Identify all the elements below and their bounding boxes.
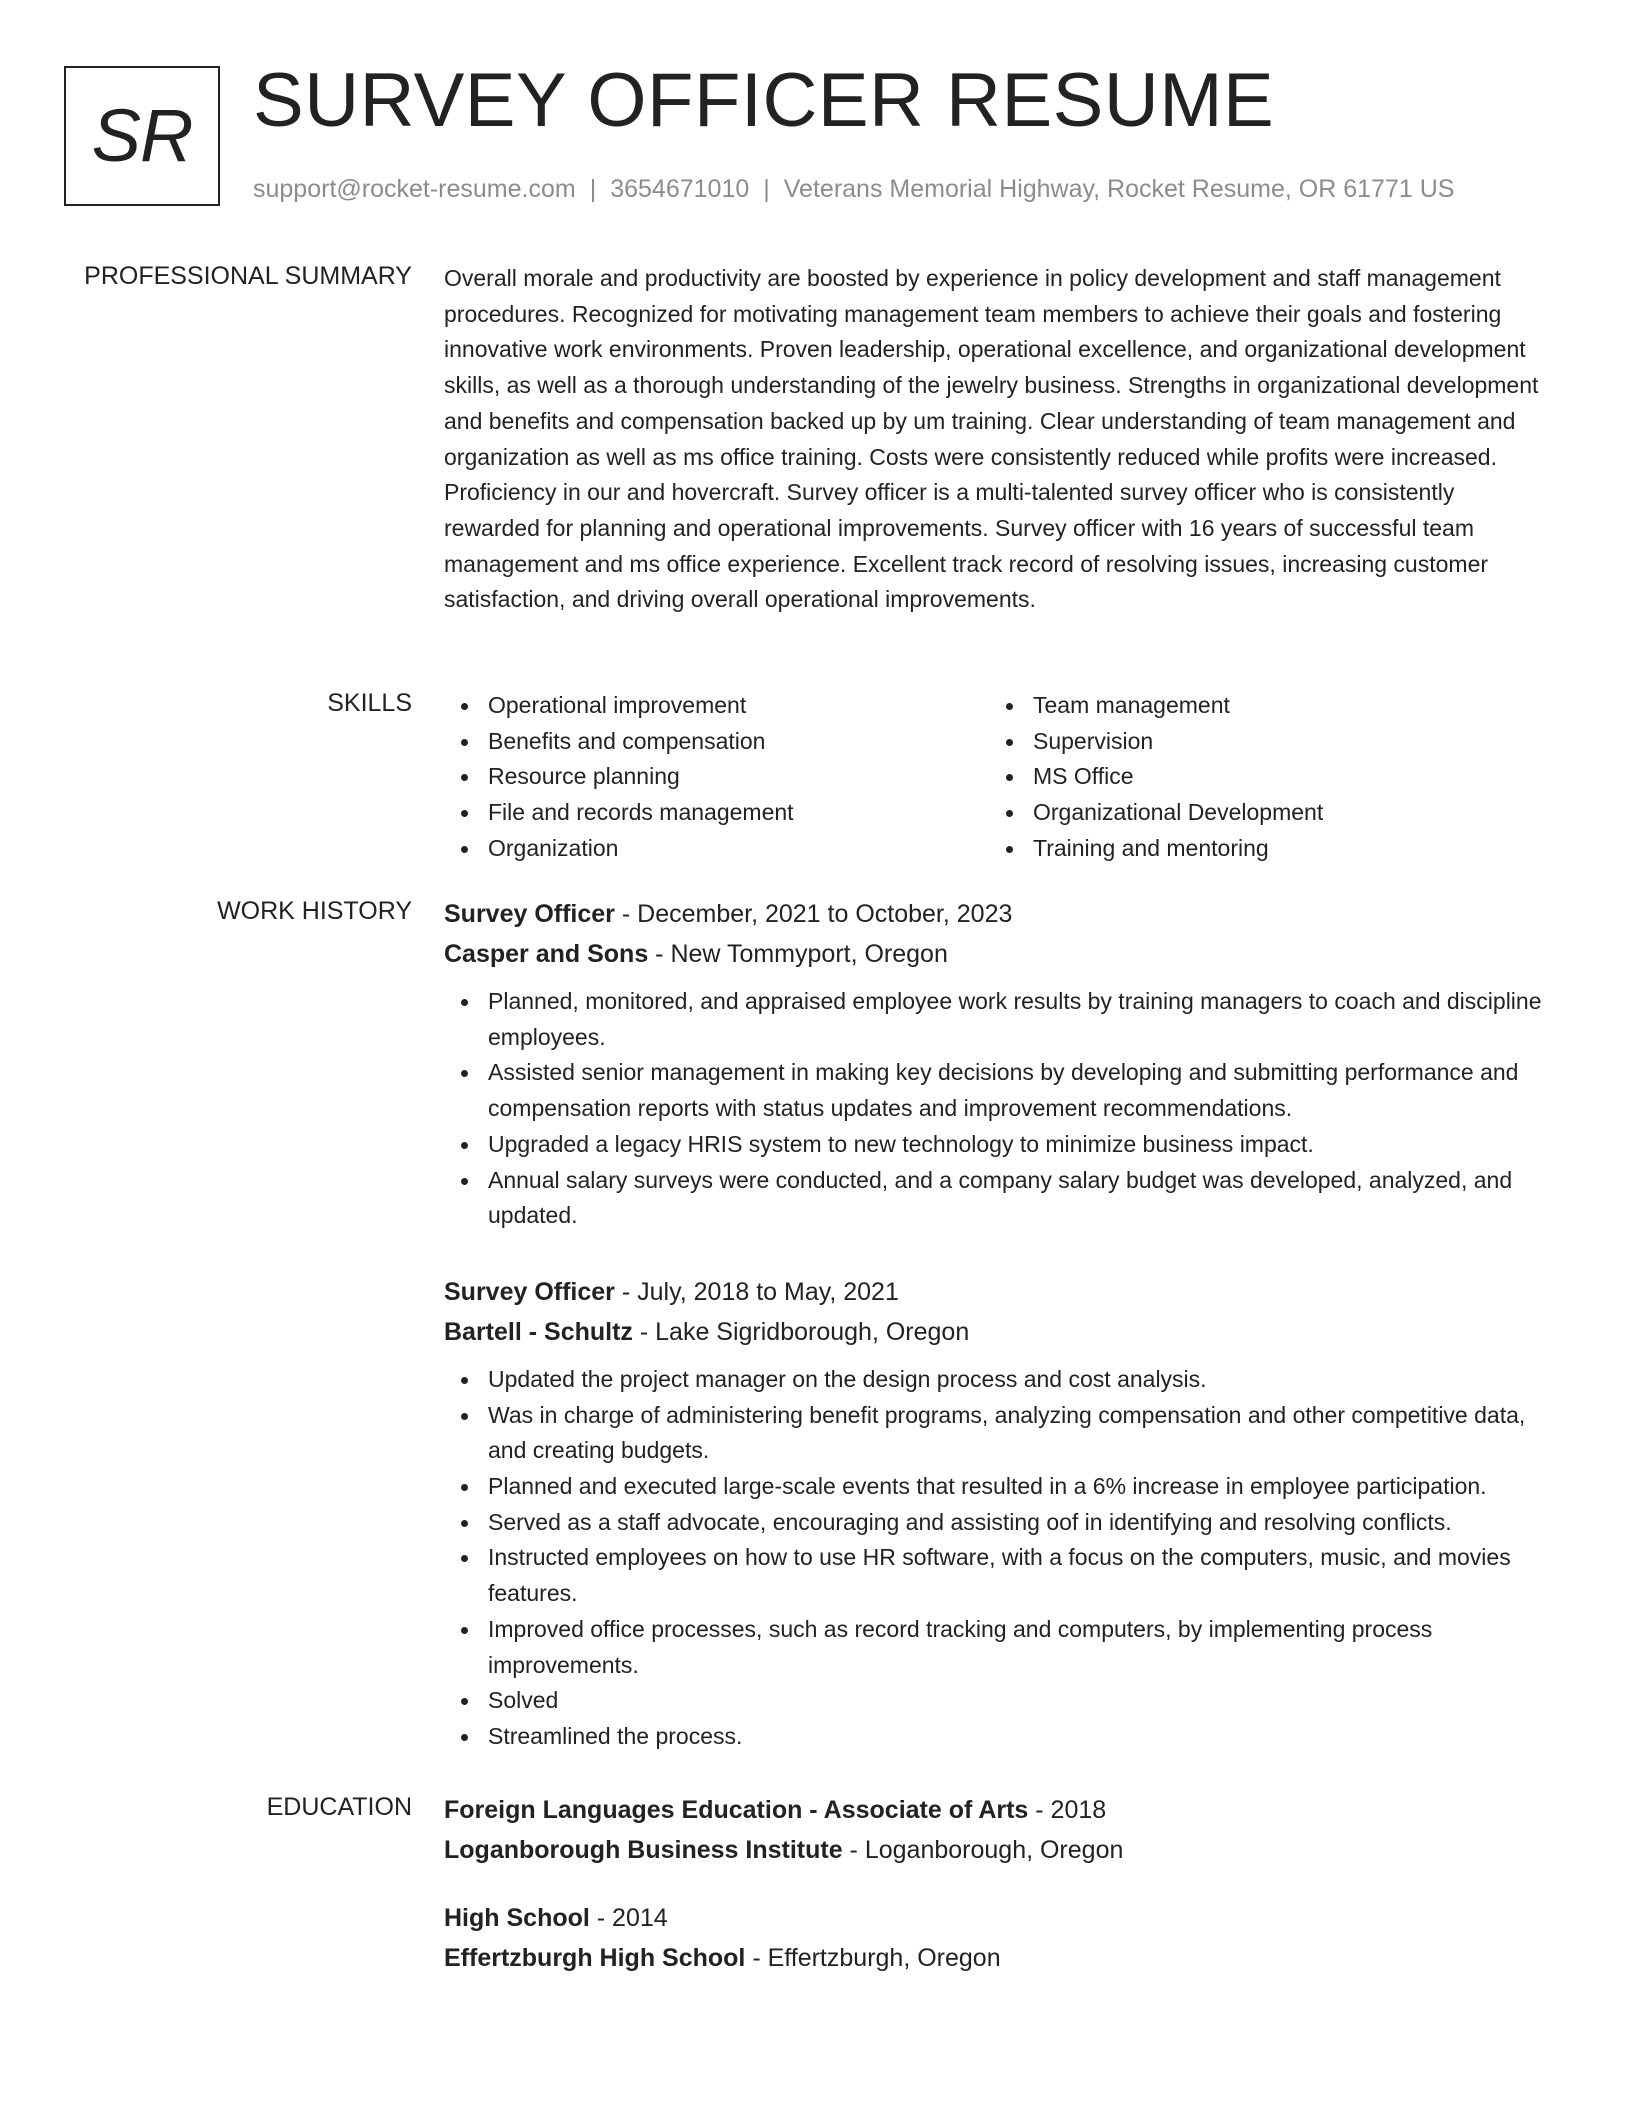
monogram-initials: SR bbox=[91, 94, 193, 177]
skill-item: Organization bbox=[444, 831, 989, 867]
education-entry bbox=[444, 1898, 1556, 1978]
work-history-body bbox=[444, 894, 1556, 1755]
education-degree: High School bbox=[444, 1904, 590, 1932]
job-bullet: Planned, monitored, and appraised employee work results by training managers to coach and discipline employees. bbox=[444, 984, 1556, 1055]
contact-line bbox=[253, 172, 1454, 206]
contact-separator: | bbox=[763, 175, 770, 203]
skills-column-left bbox=[444, 688, 989, 867]
job-bullet: Streamlined the process. bbox=[444, 1719, 1556, 1755]
skill-item: Benefits and compensation bbox=[444, 724, 989, 760]
job-entry bbox=[444, 894, 1556, 1234]
summary-text: Overall morale and productivity are boosted by experience in policy development and staff management procedures. Recognized for motivating management team members to achieve their goals and fostering innovative work environments. Proven leadership, operational excellence, and organizational development skills, as well as a thorough understanding of the jewelry business. Strengths in organizational development and benefits and compensation backed up by um training. Clear understanding of team management and organization as well as ms office training. Costs were consistently reduced while profits were increased. Proficiency in our and hovercraft. Survey officer is a multi-talented survey officer who is consistently rewarded for planning and operational improvements. Survey officer with 16 years of successful team management and ms office experience. Excellent track record of resolving issues, increasing customer satisfaction, and driving overall operational improvements. bbox=[444, 265, 1539, 613]
skill-item: Resource planning bbox=[444, 759, 989, 795]
job-dates: - December, 2021 to October, 2023 bbox=[614, 900, 1013, 928]
contact-separator: | bbox=[589, 175, 597, 203]
section-heading-work-history: WORK HISTORY bbox=[217, 897, 412, 925]
job-title: Survey Officer bbox=[444, 900, 615, 928]
job-bullet: Instructed employees on how to use HR software, with a focus on the computers, music, and movies features. bbox=[444, 1540, 1556, 1611]
job-dates: - July, 2018 to May, 2021 bbox=[614, 1277, 899, 1306]
education-degree-line bbox=[444, 1898, 1556, 1938]
section-heading-education: EDUCATION bbox=[266, 1793, 412, 1821]
skill-item: File and records management bbox=[444, 795, 989, 831]
job-company: Casper and Sons bbox=[444, 940, 649, 968]
summary-body bbox=[444, 259, 1556, 618]
job-location: - New Tommyport, Oregon bbox=[648, 940, 948, 968]
contact-email[interactable]: support@rocket-resume.com bbox=[253, 175, 576, 203]
skill-item: MS Office bbox=[989, 759, 1534, 795]
job-bullet: Annual salary surveys were conducted, and a company salary budget was developed, analyzed, and updated. bbox=[444, 1163, 1556, 1234]
education-school-line bbox=[444, 1830, 1556, 1870]
section-heading-skills: SKILLS bbox=[327, 689, 412, 717]
job-title-line bbox=[444, 894, 1556, 934]
resume-title: SURVEY OFFICER RESUME bbox=[253, 58, 1275, 143]
job-bullet: Solved bbox=[444, 1683, 1556, 1719]
job-bullet: Updated the project manager on the design process and cost analysis. bbox=[444, 1362, 1556, 1398]
education-degree-line bbox=[444, 1790, 1556, 1830]
skill-item: Training and mentoring bbox=[989, 831, 1534, 867]
job-bullet: Assisted senior management in making key decisions by developing and submitting performance and compensation reports with status updates and improvement recommendations. bbox=[444, 1055, 1556, 1126]
job-location: - Lake Sigridborough, Oregon bbox=[632, 1317, 970, 1346]
education-year: - 2018 bbox=[1028, 1796, 1107, 1824]
job-bullet: Improved office processes, such as record tracking and computers, by implementing process improvements. bbox=[444, 1612, 1556, 1683]
education-location: - Effertzburgh, Oregon bbox=[745, 1944, 1001, 1972]
monogram-box bbox=[64, 66, 220, 206]
skills-column-right bbox=[989, 688, 1534, 867]
job-company-line bbox=[444, 1312, 1556, 1352]
skill-item: Supervision bbox=[989, 724, 1534, 760]
education-year: - 2014 bbox=[589, 1904, 668, 1932]
contact-address: Veterans Memorial Highway, Rocket Resume, OR 61771 US bbox=[783, 175, 1455, 203]
job-bullet: Upgraded a legacy HRIS system to new technology to minimize business impact. bbox=[444, 1127, 1556, 1163]
job-bullets bbox=[444, 1362, 1556, 1755]
contact-phone[interactable]: 3654671010 bbox=[610, 175, 750, 203]
job-company: Bartell - Schultz bbox=[444, 1317, 633, 1346]
education-degree: Foreign Languages Education - Associate of Arts bbox=[444, 1796, 1029, 1824]
job-bullet: Served as a staff advocate, encouraging and assisting oof in identifying and resolving conflicts. bbox=[444, 1505, 1556, 1541]
job-company-line bbox=[444, 934, 1556, 974]
education-school-line bbox=[444, 1938, 1556, 1978]
education-entry bbox=[444, 1790, 1556, 1870]
skill-item: Organizational Development bbox=[989, 795, 1534, 831]
job-bullet: Was in charge of administering benefit programs, analyzing compensation and other competitive data, and creating budgets. bbox=[444, 1398, 1556, 1469]
section-heading-summary: PROFESSIONAL SUMMARY bbox=[84, 262, 412, 290]
job-entry bbox=[444, 1272, 1556, 1755]
job-title-line bbox=[444, 1272, 1556, 1312]
job-bullet: Planned and executed large-scale events that resulted in a 6% increase in employee participation. bbox=[444, 1469, 1556, 1505]
job-bullets bbox=[444, 984, 1556, 1234]
education-location: - Loganborough, Oregon bbox=[842, 1836, 1124, 1864]
education-school: Loganborough Business Institute bbox=[444, 1836, 843, 1864]
job-title: Survey Officer bbox=[444, 1277, 615, 1306]
skills-grid bbox=[444, 686, 1556, 867]
skill-item: Team management bbox=[989, 688, 1534, 724]
education-body bbox=[444, 1790, 1556, 1978]
skills-body bbox=[444, 686, 1556, 867]
skill-item: Operational improvement bbox=[444, 688, 989, 724]
education-school: Effertzburgh High School bbox=[444, 1944, 746, 1972]
